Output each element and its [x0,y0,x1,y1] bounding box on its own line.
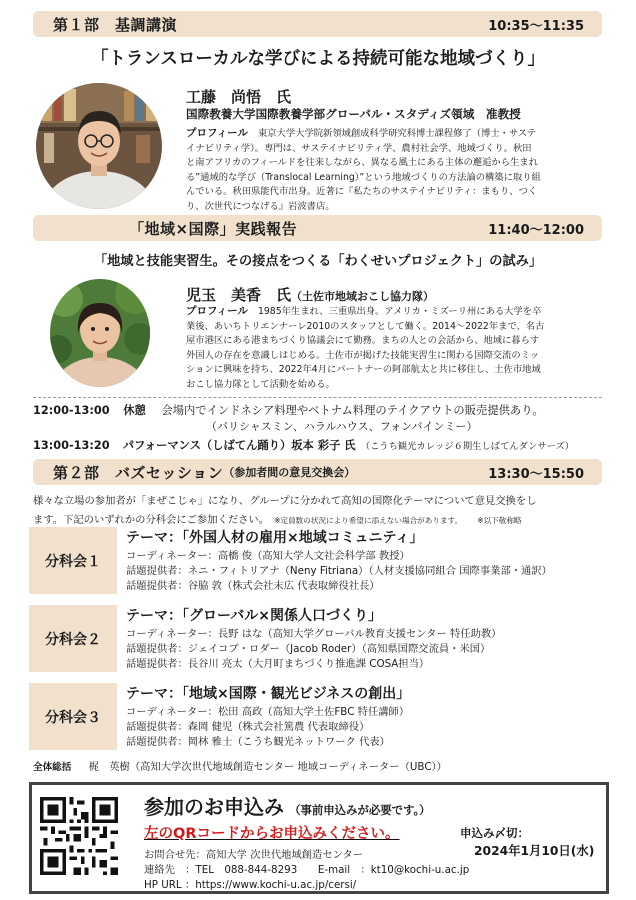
report-talk-title: 「地域と技能実習生。その接点をつくる「わくせいプロジェクト」の試み」 [93,254,543,269]
speaker2-photo [50,279,150,387]
group-coordinator: コーディネーター：松田 高政（高知大学土佐FBC 特任講師） [126,706,410,718]
group-label: 分科会１ [29,527,117,594]
part2-intro-line1: 様々な立場の参加者が「まぜこじゃ」になり、グループに分かれて高知の国際化テーマについて意見交換をし [33,495,537,507]
report-divider [33,397,602,398]
speaker1-profile [186,126,606,214]
performance-note: （こうち観光カレッジ６期生しばてんダンサーズ） [360,441,575,452]
qr-code-icon[interactable] [40,797,118,875]
group-presenter: 話題提供者：ジェイコブ・ロダー（Jacob Roder）（高知県国際交流員・米国） [126,643,491,655]
summary-row [33,758,447,773]
profile-line: 業後、あいちトリエンナーレ2010のスタッフとして働く。2014～2022年まで、名古 [186,320,545,332]
part2-header-band [33,459,602,485]
profile-line: おこし協力隊として活動を始める。 [186,378,335,390]
speaker2-profile-label: プロフィール [186,305,248,317]
apply-heading-text: 参加のお申込み [144,795,284,819]
apply-heading-note: （事前申込みが必要です。） [289,803,431,817]
part2-time: 13:30～15:50 [488,466,584,482]
summary-label: 全体総括 [33,762,72,773]
group-label: 分科会３ [29,683,117,750]
profile-line: んでいる。秋田県能代市出身。近著に『私たちのサステイナビリティ：まもり、つく [186,186,538,197]
break-label: 休憩 [123,404,146,417]
apply-qr-instruction: 左のQRコードからお申込みください。 [144,826,400,842]
profile-line: 東京大学大学院新領域創成科学研究科博士課程修了（博士・サステ [257,128,537,139]
performance-label: パフォーマンス（しばてん踊り）坂本 彩子 氏 [122,439,356,452]
group-theme: テーマ：「地域×国際・観光ビジネスの創出」 [126,686,411,702]
group-presenter: 話題提供者：森岡 健児（株式会社篤農 代表取締役） [126,721,370,733]
break-text: 会場内でインドネシア料理やベトナム料理のテイクアウトの販売提供あり。 [161,404,544,417]
profile-line: 屋市港区にある港まちづくり協議会にて勤務。まちの人との会話から、地域に暮らす [186,335,540,346]
contact-url[interactable]: HP URL ：https://www.kochi-u.ac.jp/cersi/ [144,879,357,891]
profile-line: と南アフリカのフィールドを往来しながら、異なる風土にある主体の邂逅から生まれ [186,157,538,168]
part1-talk-title: 「トランスローカルな学びによる持続可能な地域づくり」 [90,49,546,69]
part2-subtitle: （参加者間の意見交換会） [223,466,356,479]
report-time: 11:40～12:00 [488,222,584,238]
speaker1-photo [36,83,162,209]
profile-line: 外国人の存在を意識しはじめる。土佐市が掲げた技能実習生に関わる国際交流のミッ [186,349,540,361]
speaker2-name-text: 児玉 美香 氏 [186,286,292,304]
report-header-band [33,215,602,241]
part1-title: 第１部 基調講演 [53,15,178,34]
part1-time: 10:35～11:35 [488,18,584,34]
breakout-group-1 [29,527,607,594]
performance-time: 13:00-13:20 [33,439,110,452]
group-coordinator: コーディネーター：高橋 俊（高知大学人文社会科学部 教授） [126,550,410,562]
deadline-date: 2024年1月10日(水) [474,844,595,858]
profile-line: り、次世代につなげる』岩波書店。 [186,200,335,212]
profile-line: 1985年生まれ、三重県出身。アメリカ・ミズーリ州にある大学を卒 [257,306,542,317]
group-presenter: 話題提供者：谷脇 敦（株式会社末広 代表取締役社長） [126,580,380,592]
breakout-group-2 [29,605,607,672]
break-time: 12:00-13:00 [33,404,110,417]
performance-row [33,434,574,453]
speaker2-affiliation: （土佐市地域おこし協力隊） [291,290,435,303]
contact-tel-email[interactable]: 連絡先 ：TEL 088-844-8293 E-mail ：kt10@kochi-u.ac.jp [144,864,470,876]
part2-intro-line2 [33,508,522,527]
summary-text: 梶 英樹（高知大学次世代地域創造センター 地域コーディネーター（UBC）） [88,761,447,773]
speaker2-profile [186,304,606,392]
profile-line: る”通域的な学び（Translocal Learning）”という地域づくりの方法論の構築に取り組 [186,171,541,183]
application-box [29,782,609,894]
group-theme: テーマ：「外国人材の雇用×地域コミュニティ」 [126,530,424,546]
profile-line: ションに興味を持ち、2022年4月にパートナーの阿部航太と共に移住し、土佐市地域 [186,364,541,375]
group-presenter: 話題提供者：ネニ・フィトリアナ（Neny Fitriana）（人材支援協同組合 国際事業部・通訳） [126,565,552,577]
report-title: 「地域×国際」実践報告 [129,219,298,238]
group-theme: テーマ：「グローバル×関係人口づくり」 [126,608,383,624]
group-coordinator: コーディネーター：長野 はな（高知大学グローバル教育支援センター 特任助教） [126,628,502,640]
part2-intro-text: ます。下記のいずれかの分科会にご参加ください。 [33,514,270,526]
breakout-group-3 [29,683,607,750]
group-label: 分科会２ [29,605,117,672]
part2-title: 第２部 バズセッション [53,463,224,482]
part2-honorific-note: ※以下敬称略 [477,516,522,525]
part1-header-band [33,11,602,37]
break-vendors: （バリシャスミン、ハラルハウス、フォンバインミー） [206,420,478,433]
group-presenter: 話題提供者：岡林 雅士（こうち観光ネットワーク 代表） [126,736,390,748]
speaker2-name [186,284,434,305]
speaker1-affiliation: 国際教養大学国際教養学部グローバル・スタディズ領域 准教授 [186,107,521,121]
speaker1-name: 工藤 尚悟 氏 [186,88,292,106]
break-row [33,402,544,418]
profile-line: イナビリティ学）。専門は、サステイナビリティ学、農村社会学、地域づくり。秋田 [186,142,532,154]
part2-intro-note: ※定員数の状況により希望に添えない場合があります。 [274,516,463,525]
contact-label: お問合せ先：高知大学 次世代地域創造センター [144,849,364,861]
deadline-label: 申込み〆切： [460,826,529,840]
speaker1-profile-label: プロフィール [186,127,248,139]
apply-heading [144,791,431,820]
group-presenter: 話題提供者：長谷川 亮太（大月町まちづくり推進課 COSA担当） [126,658,430,670]
